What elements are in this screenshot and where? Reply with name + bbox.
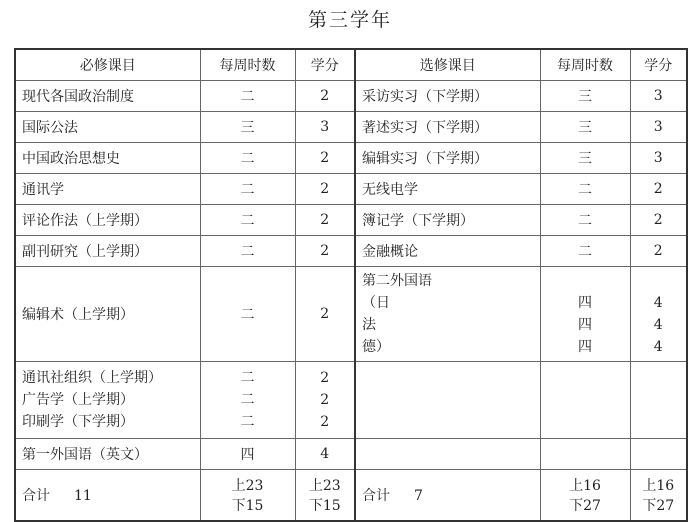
header-hours: 每周时数 — [200, 49, 295, 81]
total-label: 合计 — [22, 488, 50, 504]
empty-cell — [630, 439, 687, 470]
elective-credits: 4 — [653, 317, 663, 333]
elective-course: 无线电学 — [355, 174, 540, 205]
table-row — [15, 236, 687, 267]
required-hours: 二 — [240, 414, 255, 430]
elective-credits: 2 — [630, 174, 687, 205]
elective-course: （日 — [362, 295, 390, 311]
elective-course-group — [355, 267, 540, 362]
elective-hours: 四 — [578, 317, 592, 333]
required-course: 印刷学（下学期） — [22, 414, 134, 430]
curriculum-table — [14, 48, 688, 522]
required-course-group — [15, 362, 200, 439]
required-course: 现代各国政治制度 — [15, 81, 200, 112]
required-credits: 2 — [295, 81, 355, 112]
required-hours: 二 — [200, 236, 295, 267]
required-course: 评论作法（上学期） — [15, 205, 200, 236]
elective-course: 簿记学（下学期） — [355, 205, 540, 236]
elective-total — [355, 470, 540, 522]
table-row — [15, 174, 687, 205]
header-hours-elective: 每周时数 — [540, 49, 630, 81]
required-hours: 二 — [200, 205, 295, 236]
required-hours-group — [200, 362, 295, 439]
elective-hours: 四 — [578, 339, 592, 355]
required-hours: 二 — [200, 143, 295, 174]
required-hours: 二 — [240, 392, 255, 408]
elective-credits: 3 — [630, 112, 687, 143]
elective-course: 德） — [362, 339, 390, 355]
table-row — [15, 267, 687, 362]
total-hours-second-term: 下27 — [569, 498, 601, 514]
total-hours-second-term: 下15 — [231, 498, 264, 514]
empty-cell — [355, 439, 540, 470]
required-credits: 4 — [295, 439, 355, 470]
required-total-hours — [200, 470, 295, 522]
elective-credits: 4 — [653, 339, 663, 355]
elective-course: 法 — [362, 317, 376, 333]
totals-row — [15, 470, 687, 522]
header-elective: 选修课目 — [355, 49, 540, 81]
elective-course: 第二外国语 — [362, 273, 432, 289]
elective-credits: 3 — [630, 143, 687, 174]
elective-course: 金融概论 — [355, 236, 540, 267]
header-required: 必修课目 — [15, 49, 200, 81]
required-course: 中国政治思想史 — [15, 143, 200, 174]
elective-total-hours — [540, 470, 630, 522]
table-row — [15, 362, 687, 439]
required-hours: 二 — [200, 267, 295, 362]
required-course: 国际公法 — [15, 112, 200, 143]
total-label: 合计 — [362, 488, 390, 504]
required-credits: 2 — [320, 370, 330, 386]
elective-hours: 二 — [540, 174, 630, 205]
elective-total-credits — [630, 470, 687, 522]
empty-cell — [540, 362, 630, 439]
elective-hours: 二 — [540, 236, 630, 267]
required-credits: 2 — [295, 143, 355, 174]
header-credits-elective: 学分 — [630, 49, 687, 81]
required-course: 副刊研究（上学期） — [15, 236, 200, 267]
elective-credits: 2 — [630, 205, 687, 236]
required-course: 广告学（上学期） — [22, 392, 134, 408]
elective-credits: 4 — [653, 295, 663, 311]
total-hours-first-term: 上16 — [569, 478, 601, 494]
table-row — [15, 143, 687, 174]
elective-credits: 2 — [630, 236, 687, 267]
elective-course: 采访实习（下学期） — [355, 81, 540, 112]
elective-hours: 四 — [578, 295, 592, 311]
elective-hours-group — [540, 267, 630, 362]
table-row — [15, 205, 687, 236]
required-hours: 四 — [200, 439, 295, 470]
required-credits: 2 — [295, 174, 355, 205]
required-credits: 2 — [320, 392, 330, 408]
elective-credits: 3 — [630, 81, 687, 112]
total-credits-second-term: 下27 — [642, 498, 675, 514]
page-title: 第三学年 — [307, 9, 392, 31]
elective-hours: 三 — [540, 112, 630, 143]
total-credits-first-term: 上23 — [308, 478, 341, 494]
required-course: 编辑术（上学期） — [15, 267, 200, 362]
empty-cell — [540, 439, 630, 470]
total-credits-first-term: 上16 — [642, 478, 675, 494]
required-hours: 二 — [200, 174, 295, 205]
total-count: 11 — [74, 488, 92, 504]
required-course: 通讯社组织（上学期） — [22, 370, 162, 386]
required-course: 通讯学 — [15, 174, 200, 205]
total-count: 7 — [414, 488, 423, 504]
total-hours-first-term: 上23 — [231, 478, 264, 494]
empty-cell — [355, 362, 540, 439]
elective-hours: 三 — [540, 81, 630, 112]
required-credits: 2 — [320, 414, 330, 430]
required-credits: 2 — [295, 267, 355, 362]
total-credits-second-term: 下15 — [308, 498, 341, 514]
required-hours: 二 — [240, 370, 255, 386]
required-hours: 二 — [200, 81, 295, 112]
table-row — [15, 81, 687, 112]
elective-course: 编辑实习（下学期） — [355, 143, 540, 174]
empty-cell — [630, 362, 687, 439]
required-credits: 3 — [295, 112, 355, 143]
table-row — [15, 439, 687, 470]
header-credits: 学分 — [295, 49, 355, 81]
elective-hours: 二 — [540, 205, 630, 236]
header-row — [15, 49, 687, 81]
elective-credits-group — [630, 267, 687, 362]
required-total-credits — [295, 470, 355, 522]
elective-hours: 三 — [540, 143, 630, 174]
required-course: 第一外国语（英文） — [15, 439, 200, 470]
required-credits: 2 — [295, 205, 355, 236]
table-row — [15, 112, 687, 143]
required-credits: 2 — [295, 236, 355, 267]
required-total — [15, 470, 200, 522]
required-hours: 三 — [200, 112, 295, 143]
required-credits-group — [295, 362, 355, 439]
elective-course: 著述实习（下学期） — [355, 112, 540, 143]
